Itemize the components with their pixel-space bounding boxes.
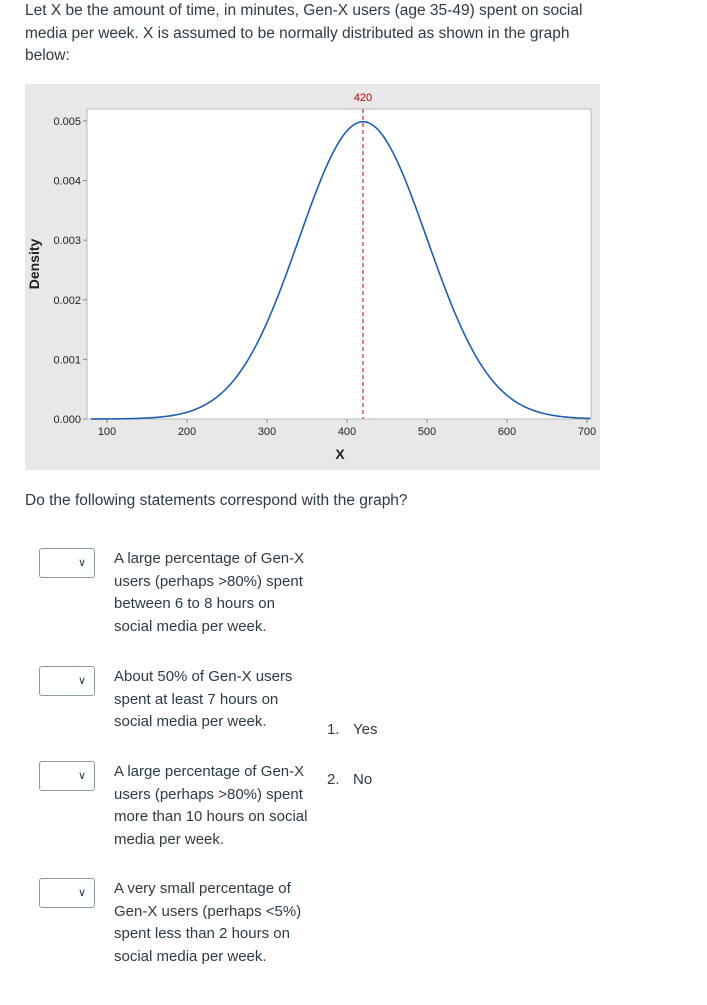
mean-reference-label: 420: [353, 92, 373, 104]
y-tick-label: 0.000: [53, 414, 81, 426]
plot-area: [87, 109, 591, 419]
statement-4-select[interactable]: [39, 878, 95, 908]
normal-distribution-chart: [25, 84, 600, 470]
option-item: [327, 718, 377, 768]
x-tick-label: 600: [497, 426, 517, 438]
intro-line-3: below:: [25, 47, 70, 64]
y-axis-label: Density: [26, 238, 42, 290]
statement-3-text: A large percentage of Gen-X users (perhaps >80%) spent more than 10 hours on social media per week.: [114, 763, 308, 848]
x-tick-label: 300: [257, 426, 277, 438]
y-tick-label: 0.002: [53, 294, 81, 307]
x-tick-label: 200: [177, 426, 197, 438]
chevron-down-icon: ∨: [77, 887, 86, 899]
y-tick-label: 0.005: [53, 115, 81, 128]
option-label: Yes: [353, 721, 378, 738]
intro-line-2: media per week. X is assumed to be normally distributed as shown in the graph: [25, 24, 570, 42]
x-tick-label: 100: [97, 426, 117, 438]
chevron-down-icon: ∨: [77, 557, 86, 569]
chevron-down-icon: ∨: [77, 770, 86, 782]
statement-3-select[interactable]: [39, 761, 95, 791]
statement-2-text: About 50% of Gen-X users spent at least 7 hours on social media per week.: [114, 668, 293, 730]
x-tick-label: 500: [417, 426, 437, 438]
x-axis-label: X: [335, 446, 345, 462]
chart-svg: [25, 84, 600, 470]
option-label: No: [353, 771, 373, 788]
y-tick-label: 0.004: [53, 175, 81, 188]
intro-line-1: Let X be the amount of time, in minutes, Gen-X users (age 35-49) spent on social: [25, 2, 583, 19]
option-item: [327, 768, 377, 818]
answer-options-list: [327, 718, 377, 818]
option-number: 1.: [327, 721, 340, 738]
y-tick-label: 0.003: [53, 235, 81, 248]
chevron-down-icon: ∨: [77, 675, 86, 687]
statement-2-select[interactable]: [39, 666, 95, 696]
statement-1-text: A large percentage of Gen-X users (perhaps >80%) spent between 6 to 8 hours on social media per week.: [114, 550, 305, 635]
y-tick-label: 0.001: [53, 354, 81, 367]
x-tick-label: 700: [577, 426, 597, 438]
option-number: 2.: [327, 771, 340, 788]
x-tick-label: 400: [337, 426, 357, 438]
statement-4-text: A very small percentage of Gen-X users (perhaps <5%) spent less than 2 hours on social media per week.: [114, 880, 302, 965]
question-prompt: Do the following statements correspond with the graph?: [25, 492, 408, 509]
problem-intro: [25, 0, 585, 68]
statement-1-select[interactable]: [39, 548, 95, 578]
